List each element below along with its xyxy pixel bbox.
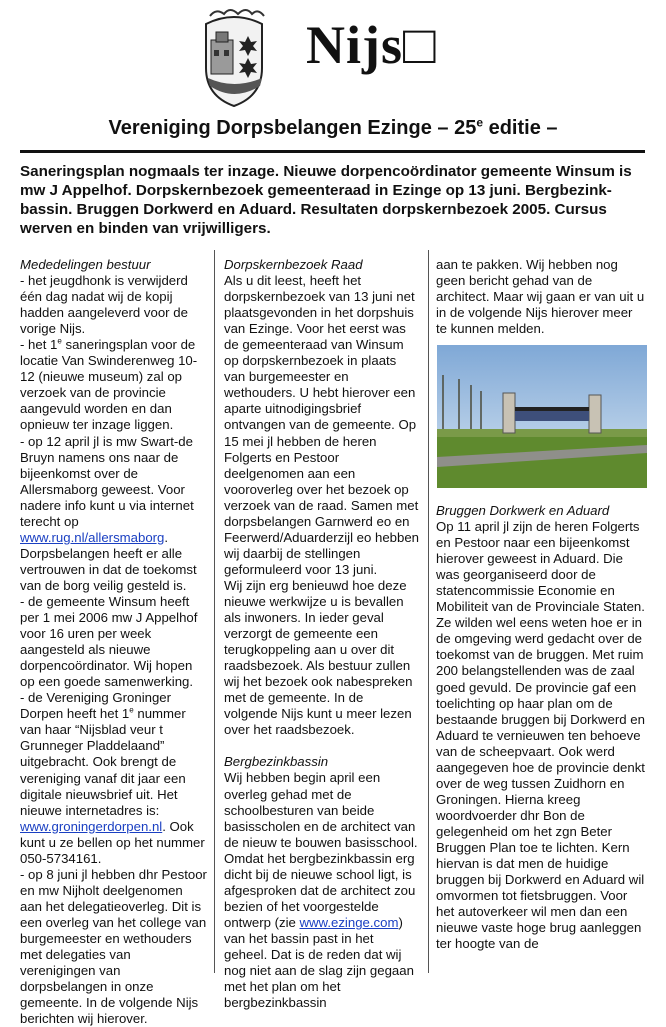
paragraph: - op 8 juni jl hebben dhr Pestoor en mw Nijholt deelgenomen aan het delegatieoverleg. Dit is een overleg van het college van burgemeester en wethouders met delegaties van verenigingen van dorpsbelangen in onze gemeente. In de volgende Nijs berichten wij hierover. [20, 866, 207, 1027]
paragraph: - op 12 april jl is mw Swart-de Bruyn namens ons naar de bijeenkomst over de Allersmaborg geweest. Voor nadere info kunt u via internet terecht op www.rug.nl/allersmaborg. Dorpsbelangen heeft er alle vertrouwen in dat de toekomst van de borg veilig gesteld is. [20, 433, 197, 593]
paragraph: - de Vereniging Groninger Dorpen heeft het 1e nummer van haar “Nijsblad veur t Grunneger Pladdelaand” uitgebracht. Ook brengt de vereniging vanaf dit jaar een digitale nieuwsbrief uit. Het nieuwe internetadres is: www.groningerdorpen.nl. Ook kunt u ze bellen op het nummer 050-5734161. [20, 690, 205, 866]
section-heading: Bruggen Dorkwerk en Aduard [436, 503, 610, 518]
column-divider [214, 250, 215, 973]
edition-heading: Vereniging Dorpsbelangen Ezinge – 25e editie – [108, 115, 558, 139]
paragraph: Als u dit leest, heeft het dorpskernbezoek van 13 juni net plaatsgevonden in het dorpshuis van Ezinge. Voor het eerst was de gemeenteraad van Winsum op dorpskernbezoek in plaats van burgemeester en wethouders. U hebt hierover een aparte uitnodigingsbrief ontvangen van de gemeente. Op 15 mei jl hebben de heren Folgerts en Pestoor deelgenomen aan een vooroverleg over het bezoek op verzoek van de raad. Samen met dorpsbelangen Garnwerd eo en Feerwerd/Aduarderzijl eo hebben wij daarbij de stellingen geformuleerd voor 13 juni. [224, 273, 419, 577]
bridge-photo [437, 345, 647, 488]
section-heading: Bergbezinkbassin [224, 754, 329, 770]
link-ezinge[interactable]: www.ezinge.com [299, 914, 399, 930]
link-groningerdorpen[interactable]: www.groningerdorpen.nl [20, 818, 163, 834]
link-allersmaborg[interactable]: www.rug.nl/allersmaborg [20, 529, 165, 545]
heading-rule [20, 150, 645, 153]
paragraph: aan te pakken. Wij hebben nog geen bericht gehad van de architect. Maar wij gaan er van uit u in de volgende Nijs hierover meer te kunnen melden. [436, 257, 645, 337]
column-bruggen [436, 257, 646, 337]
column-bruggen-continued [436, 503, 646, 952]
paragraph: Op 11 april jl zijn de heren Folgerts en Pestoor naar een bijeenkomst hierover geweest in Aduard. Die was georganiseerd door de statencommissie Economie en Mobiliteit van de Provinciale Staten. Ze wilden wel eens weten hoe er in de omgeving werd gedacht over de toekomst van de bruggen. Met ruim 200 belangstellenden was de zaal goed gevuld. De provincie gaf een toelichting op haar plan om de bestaande bruggen bij Dorkwerd en Aduard te vernieuwen ten behoeve van de scheepvaart. Ook werd aangegeven hoe de provincie denkt over de weg tussen Zuidhorn en Groningen. Hierna kreeg woordvoerder dhr Bon de gelegenheid om het zgn Beter Bruggen Plan toe te lichten. Kern hiervan is dat men de huidige bruggen bij Dorkwerd en Aduard wil omvormen tot fietsbruggen. Voor het autoverkeer wil men dan een nieuwe vaste hoge brug aanleggen ter hoogte van de [436, 519, 645, 952]
paragraph: - de gemeente Winsum heeft per 1 mei 2006 mw J Appelhof voor 16 uren per week aangesteld als nieuwe dorpencoördinator. Wij hopen op een goede samenwerking. [20, 593, 198, 690]
column-mededelingen [20, 257, 208, 1027]
coat-of-arms-icon [196, 6, 272, 110]
section-heading: Dorpskernbezoek Raad [224, 257, 363, 272]
paragraph: - het jeugdhonk is verwijderd één dag nadat wij de kopij hadden aangeleverd voor de vorige Nijs. [20, 273, 188, 337]
paragraph: - het 1e saneringsplan voor de locatie Van Swinderenweg 10-12 (nieuwe museum) zal op verzoek van de provincie aangevuld worden en dan opnieuw ter inzage liggen. [20, 336, 198, 433]
summary-lead: Saneringsplan nogmaals ter inzage. Nieuwe dorpencoördinator gemeente Winsum is mw J Appelhof. Dorpskernbezoek gemeenteraad in Ezinge op 13 juni. Bergbezink-bassin. Bruggen Dorkwerd en Aduard. Resultaten dorpskernbezoek 2005. Cursus werven en binden van vrijwilligers. [20, 163, 632, 237]
paragraph: Wij hebben begin april een overleg gehad met de schoolbesturen van beide basisscholen en de architect van de nieuw te bouwen basisschool. Omdat het bergbezinkbassin erg dicht bij de nieuwe school ligt, is afgesproken dat de architect zou bezien of het voorgestelde ontwerp (zie www.ezinge.com) van het bassin past in het geheel. Dat is de reden dat wij nog niet aan de slag zijn gegaan met het plan om het bergbezinkbassin [224, 770, 418, 1011]
masthead-title: Nijs□ [306, 15, 437, 75]
column-dorpskernbezoek [224, 257, 420, 1011]
section-heading: Mededelingen bestuur [20, 257, 151, 272]
paragraph: Wij zijn erg benieuwd hoe deze nieuwe werkwijze u is bevallen als inwoners. In ieder geval verzorgt de gemeente een terugkoppeling aan u over dit raadsbezoek. Als bestuur zullen wij het bezoek ook nabespreken met de gemeente. In de volgende Nijs kunt u meer lezen over het raadsbezoek. [224, 577, 413, 738]
column-divider [428, 250, 429, 973]
